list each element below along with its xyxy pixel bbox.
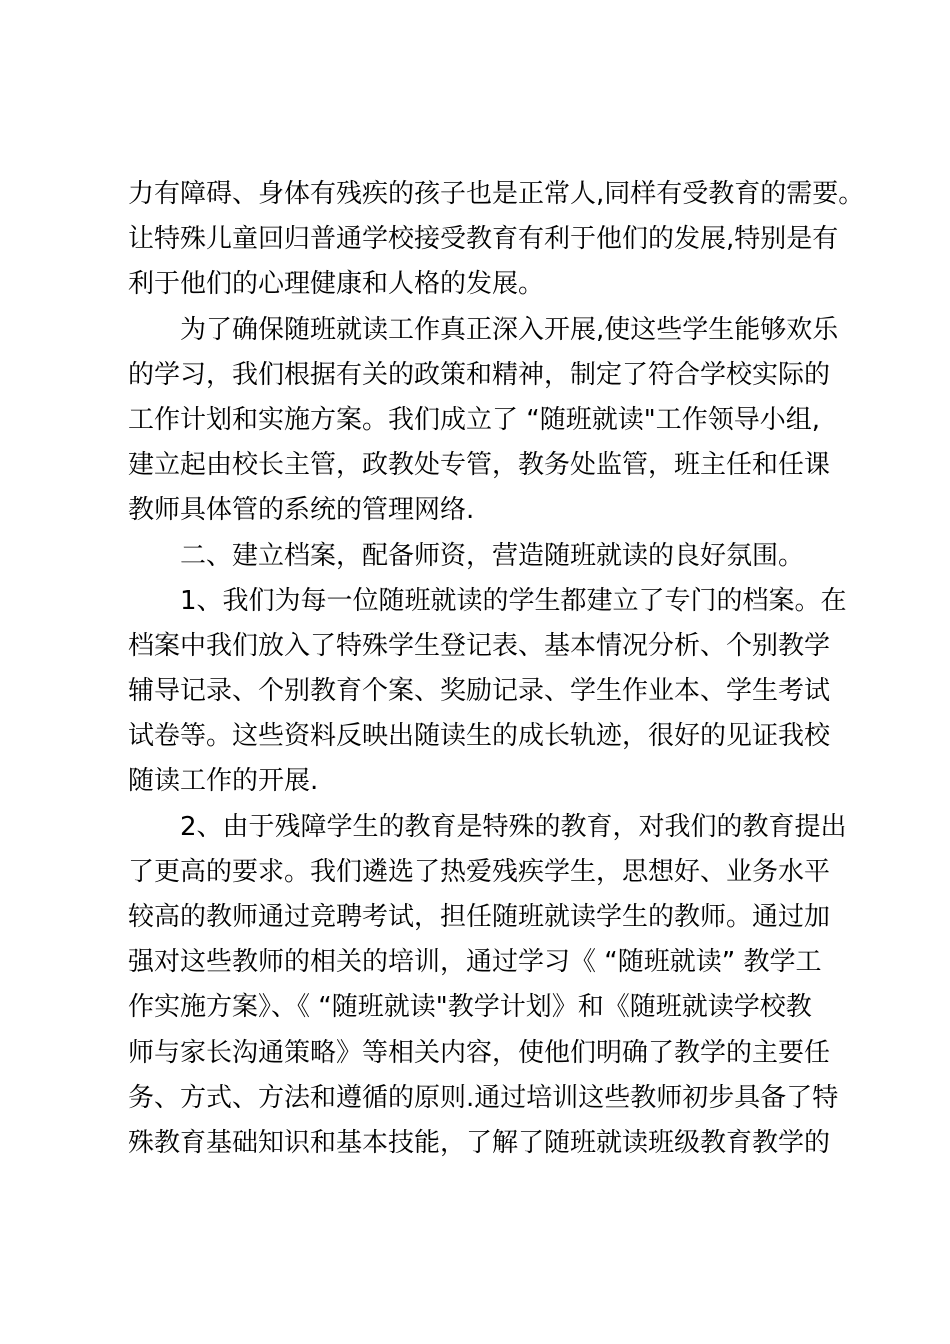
- text-line: 师与家长沟通策略》等相关内容，使他们明确了教学的主要任: [128, 1037, 831, 1068]
- text-line: 殊教育基础知识和基本技能，了解了随班就读班级教育教学的: [128, 1127, 831, 1158]
- text-line: 随读工作的开展.: [128, 766, 319, 797]
- text-line: 利于他们的心理健康和人格的发展。: [128, 269, 545, 300]
- text-line: 较高的教师通过竞聘考试，担任随班就读学生的教师。通过加: [128, 902, 831, 932]
- text-line: 作实施方案》、《 “随班就读"教学计划》和《随班就读学校教: [128, 992, 812, 1023]
- text-line: 2、由于残障学生的教育是特殊的教育，对我们的教育提出: [180, 811, 847, 842]
- text-line: 为了确保随班就读工作真正深入开展,使这些学生能够欢乐: [180, 314, 839, 345]
- text-line: 强对这些教师的相关的培训，通过学习《 “随班就读” 教学工: [128, 947, 822, 978]
- text-line: 的学习，我们根据有关的政策和精神，制定了符合学校实际的: [128, 359, 831, 390]
- text-line: 建立起由校长主管，政教处专管，教务处监管，班主任和任课: [128, 450, 831, 481]
- text-line: 力有障碍、身体有残疾的孩子也是正常人,同样有受教育的需要。: [128, 179, 865, 209]
- text-line: 档案中我们放入了特殊学生登记表、基本情况分析、个别教学: [128, 630, 831, 661]
- text-line: 辅导记录、个别教育个案、奖励记录、学生作业本、学生考试: [128, 676, 831, 707]
- text-line: 教师具体管的系统的管理网络.: [128, 495, 475, 526]
- text-line: 1、我们为每一位随班就读的学生都建立了专门的档案。在: [180, 585, 847, 616]
- text-line: 工作计划和实施方案。我们成立了 “随班就读"工作领导小组,: [128, 404, 820, 435]
- text-line: 了更高的要求。我们遴选了热爱残疾学生，思想好、业务水平: [128, 856, 831, 887]
- text-line: 让特殊儿童回归普通学校接受教育有利于他们的发展,特别是有: [128, 224, 839, 255]
- body-text: [128, 172, 865, 1166]
- text-line: 务、方式、方法和遵循的原则.通过培训这些教师初步具备了特: [128, 1082, 839, 1113]
- text-line: 试卷等。这些资料反映出随读生的成长轨迹，很好的见证我校: [128, 721, 831, 752]
- section-heading: 二、建立档案，配备师资，营造随班就读的良好氛围。: [180, 540, 805, 571]
